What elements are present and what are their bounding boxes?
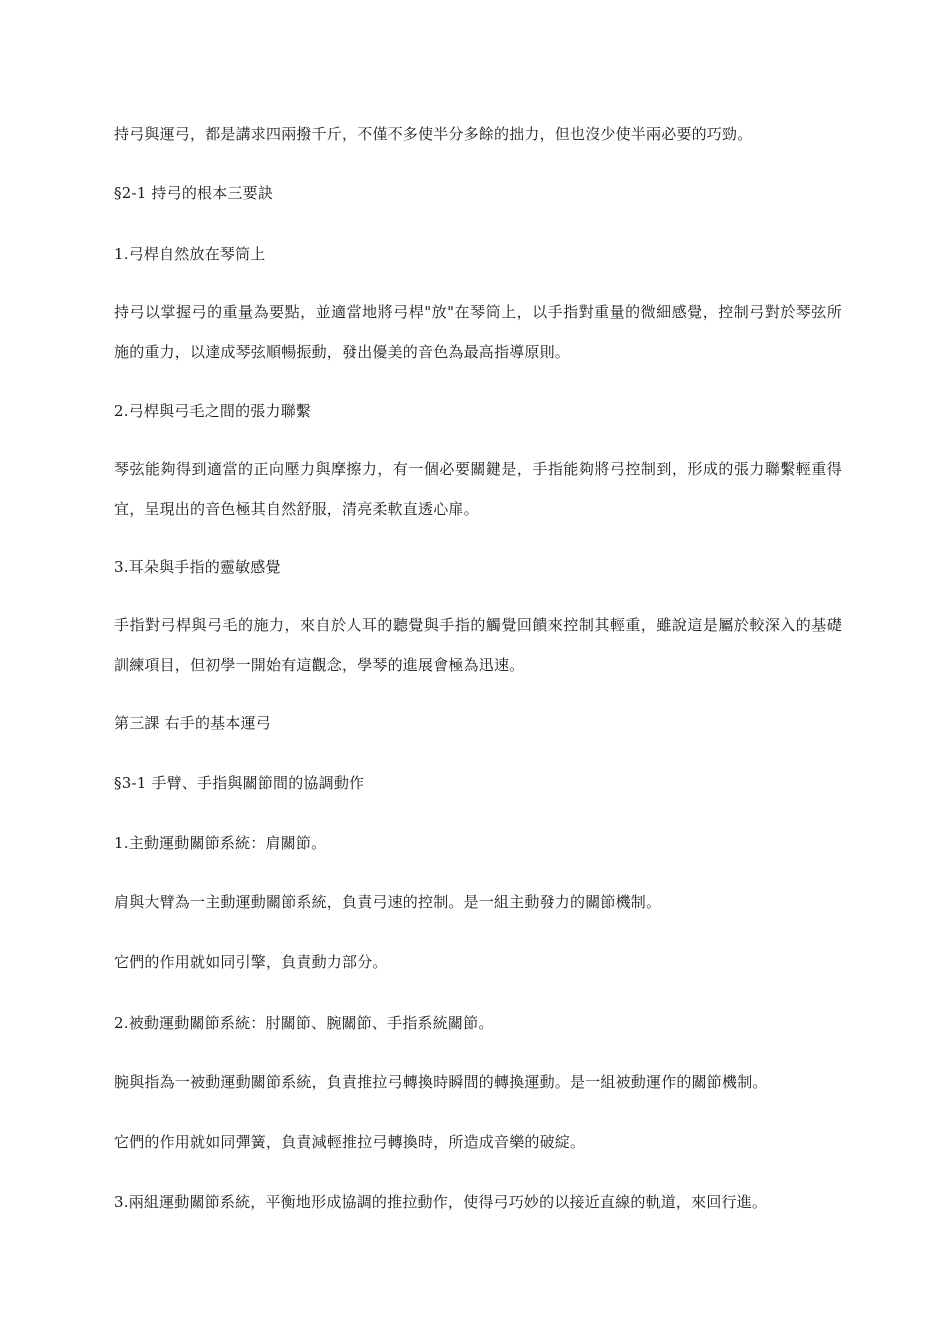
intro-paragraph: 持弓與運弓，都是講求四兩撥千斤，不僅不多使半分多餘的拙力，但也沒少使半兩必要的巧勁。 [114,125,753,143]
s31-item-1-body-b: 它們的作用就如同引擎，負責動力部分。 [114,953,388,971]
item-2-heading: 2.弓桿與弓毛之間的張力聯繫 [114,402,312,420]
item-3-heading: 3.耳朵與手指的靈敏感覺 [114,558,281,576]
item-2-body: 琴弦能夠得到適當的正向壓力與摩擦力，有一個必要關鍵是，手指能夠將弓控制到，形成的張力聯繫輕重得宜，呈現出的音色極其自然舒服，清亮柔軟直透心扉。 [114,460,842,518]
lesson-3-heading: 第三課 右手的基本運弓 [114,714,271,732]
s31-item-1-heading: 1.主動運動關節系統：肩關節。 [114,834,327,852]
s31-item-3-heading: 3.兩組運動關節系統，平衡地形成協調的推拉動作，使得弓巧妙的以接近直線的軌道，來回行進。 [114,1193,768,1211]
s31-item-2-heading: 2.被動運動關節系統：肘關節、腕關節、手指系統關節。 [114,1014,494,1032]
s31-item-1-body-a: 肩與大臂為一主動運動關節系統，負責弓速的控制。是一組主動發力的關節機制。 [114,893,662,911]
s31-item-2-body-b: 它們的作用就如同彈簧，負責減輕推拉弓轉換時，所造成音樂的破綻。 [114,1133,586,1151]
section-2-1-heading: §2-1 持弓的根本三要訣 [114,184,274,202]
item-1-heading: 1.弓桿自然放在琴筒上 [114,245,266,263]
s31-item-2-body-a: 腕與指為一被動運動關節系統，負責推拉弓轉換時瞬間的轉換運動。是一組被動運作的關節機制。 [114,1073,768,1091]
item-1-body: 持弓以掌握弓的重量為要點，並適當地將弓桿"放"在琴筒上，以手指對重量的微細感覺，控制弓對於琴弦所施的重力，以達成琴弦順暢振動，發出優美的音色為最高指導原則。 [114,303,842,361]
section-3-1-heading: §3-1 手臂、手指與關節間的協調動作 [114,774,365,792]
item-3-body: 手指對弓桿與弓毛的施力，來自於人耳的聽覺與手指的觸覺回饋來控制其輕重，雖說這是屬於較深入的基礎訓練項目，但初學一開始有這觀念，學琴的進展會極為迅速。 [114,616,842,674]
